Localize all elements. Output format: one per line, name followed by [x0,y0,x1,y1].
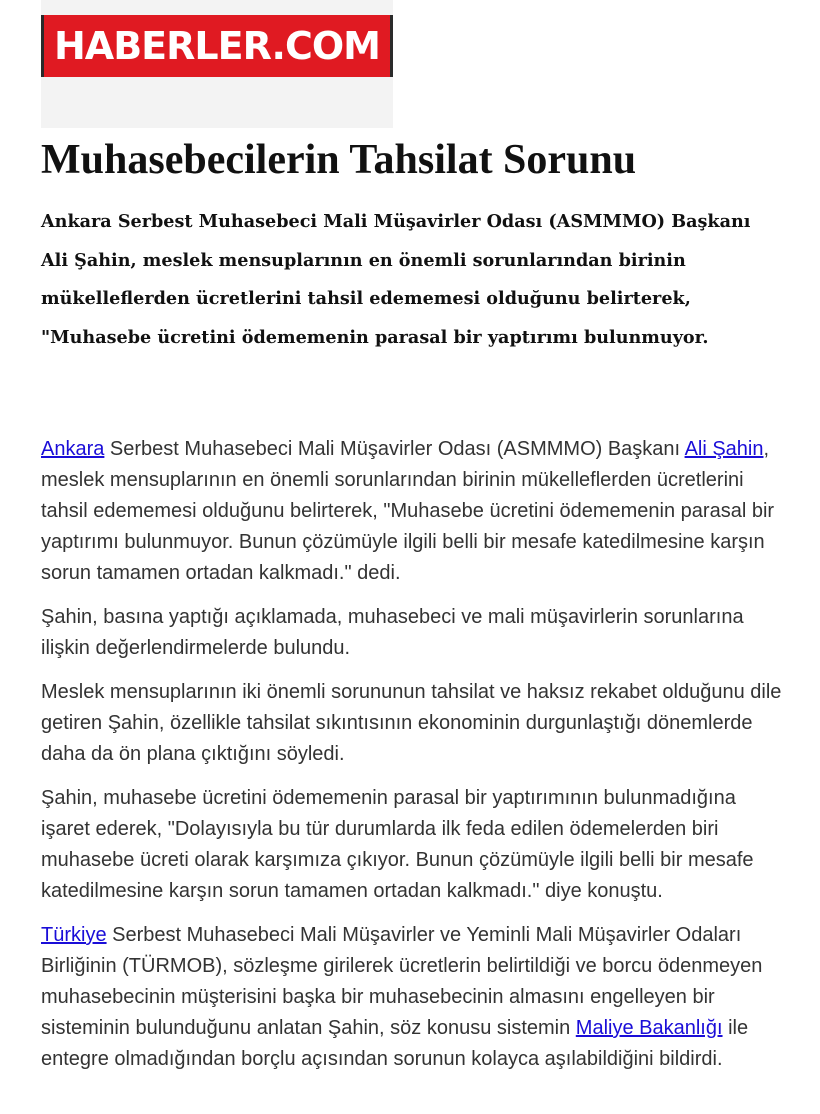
link-maliye-bakanligi[interactable]: Maliye Bakanlığı [575,1017,723,1039]
link-ankara[interactable]: Ankara [41,438,105,460]
article-paragraph-5 [41,920,786,1075]
article-body [41,434,786,1088]
article-paragraph-1 [41,434,786,589]
link-turkiye[interactable]: Türkiye [41,924,107,946]
logo-text: HABERLER.COM [54,24,380,68]
logo-banner [41,15,393,77]
paragraph-text: ile entegre olmadığından borçlu açısından sorunun kolayca aşılabildiğini bildirdi. [41,1017,749,1070]
paragraph-text: Serbest Muhasebeci Mali Müşavirler ve Yeminli Mali Müşavirler Odaları Birliğinin (TÜRMOB), sözleşme girilerek ücretlerin belirtildiği ve borcu ödenmeyen muhasebecinin müşterisini başka bir muhasebecinin almasını engelleyen bir sisteminin bulunduğunu anlatan Şahin, söz konusu sistemin [41,924,763,1039]
article-paragraph-4: Şahin, muhasebe ücretini ödememenin parasal bir yaptırımının bulunmadığına işaret ederek, "Dolayısıyla bu tür durumlarda ilk feda edilen ödemelerden biri muhasebe ücreti olarak karşımıza çıkıyor. Bunun çözümüyle ilgili belli bir mesafe katedilmesine karşın sorun tamamen ortadan kalkmadı." diye konuştu. [41,787,754,902]
article-summary: Ankara Serbest Muhasebeci Mali Müşavirler Odası (ASMMMO) Başkanı Ali Şahin, meslek mensuplarının en önemli sorunlarından birinin mükelleflerden ücretlerini tahsil edememesi olduğunu belirterek, "Muhasebe ücretini ödememenin parasal bir yaptırımı bulunmuyor. [41,211,751,348]
site-logo[interactable] [41,0,393,128]
article-paragraph-3: Meslek mensuplarının iki önemli sorununun tahsilat ve haksız rekabet olduğunu dile getiren Şahin, özellikle tahsilat sıkıntısının ekonominin durgunlaştığı dönemlerde daha da ön plana çıktığını söyledi. [41,681,782,765]
link-ali-sahin[interactable]: Ali Şahin [684,438,764,460]
article-paragraph-2: Şahin, basına yaptığı açıklamada, muhasebeci ve mali müşavirlerin sorunlarına ilişkin değerlendirmelerde bulundu. [41,606,744,659]
article-title: Muhasebecilerin Tahsilat Sorunu [41,137,637,183]
paragraph-text: Serbest Muhasebeci Mali Müşavirler Odası (ASMMMO) Başkanı [104,438,685,460]
paragraph-text: , meslek mensuplarının en önemli sorunlarından birinin mükelleflerden ücretlerini tahsil edememesi olduğunu belirterek, "Muhasebe ücretini ödememenin parasal bir yaptırımı bulunmuyor. Bunun çözümüyle ilgili belli bir mesafe katedilmesine karşın sorun tamamen ortadan kalkmadı." dedi. [41,438,775,584]
